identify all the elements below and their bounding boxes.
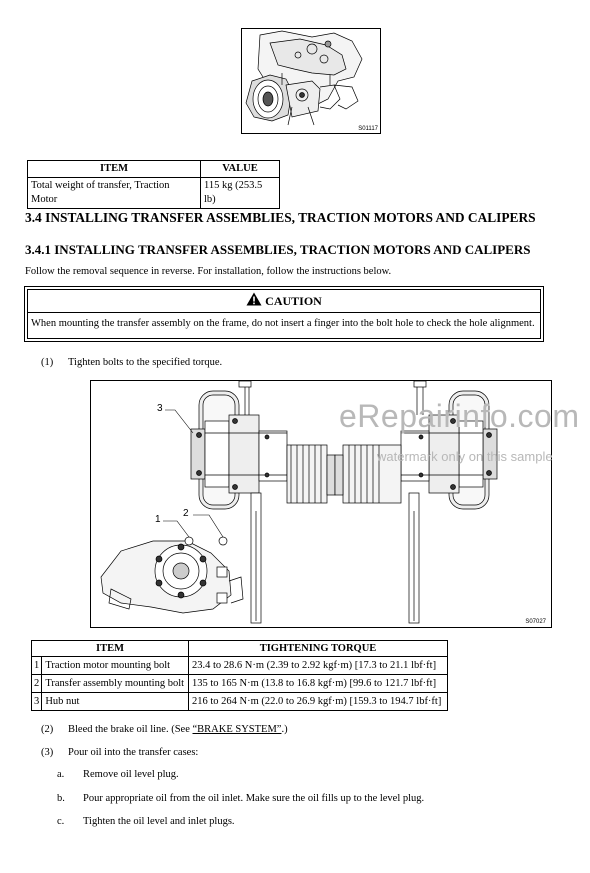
table-cell: 135 to 165 N·m (13.8 to 16.8 kgf·m) [99.6 to 121.7 lbf·ft] <box>189 675 448 693</box>
table-cell: 216 to 264 N·m (22.0 to 26.9 kgf·m) [159.3 to 194.7 lbf·ft] <box>189 693 448 711</box>
substep-letter: c. <box>57 816 65 827</box>
step-number: (2) <box>41 724 54 735</box>
table-header-row <box>32 641 448 657</box>
substep-letter: b. <box>57 793 65 804</box>
caution-box <box>24 286 544 342</box>
table-row <box>32 657 448 675</box>
figure-id: S01117 <box>358 126 378 132</box>
table-cell: 115 kg (253.5 lb) <box>201 178 280 209</box>
column-header: VALUE <box>201 161 280 178</box>
table-header-row <box>28 161 280 178</box>
column-header: ITEM <box>32 641 189 657</box>
substep-text: Pour appropriate oil from the oil inlet. Make sure the oil fills up to the level plug. <box>83 793 425 804</box>
step-text: Tighten bolts to the specified torque. <box>68 357 223 368</box>
table-cell: Traction motor mounting bolt <box>42 657 189 675</box>
torque-figure <box>90 380 552 628</box>
row-number: 1 <box>32 657 42 675</box>
caution-inner <box>27 289 541 339</box>
step-text: Pour oil into the transfer cases: <box>68 747 199 758</box>
section-number: 3.4 <box>25 210 42 225</box>
section-number: 3.4.1 <box>25 242 51 257</box>
weight-table <box>27 160 280 209</box>
section-title: INSTALLING TRANSFER ASSEMBLIES, TRACTION MOTORS AND CALIPERS <box>45 210 536 225</box>
subsection-heading <box>25 242 530 258</box>
callout-3: 3 <box>157 403 163 414</box>
transfer-drawing <box>242 29 380 133</box>
substep-text: Tighten the oil level and inlet plugs. <box>83 816 235 827</box>
section-heading <box>25 210 536 226</box>
table-cell: 23.4 to 28.6 N·m (2.39 to 2.92 kgf·m) [17.3 to 21.1 lbf·ft] <box>189 657 448 675</box>
step-text <box>68 724 288 735</box>
transfer-figure <box>241 28 381 134</box>
callout-1: 1 <box>155 514 161 525</box>
intro-text: Follow the removal sequence in reverse. For installation, follow the instructions below. <box>25 266 392 277</box>
table-row <box>28 178 280 209</box>
step-number: (3) <box>41 747 54 758</box>
step-text-after: .) <box>281 724 288 735</box>
figure-id: S07027 <box>525 619 546 625</box>
substep-text: Remove oil level plug. <box>83 769 179 780</box>
brake-system-link[interactable]: “BRAKE SYSTEM” <box>192 724 282 735</box>
caution-text: When mounting the transfer assembly on the frame, do not insert a finger into the bolt hole to check the hole alignment. <box>31 318 535 329</box>
column-header: ITEM <box>28 161 201 178</box>
table-cell: Transfer assembly mounting bolt <box>42 675 189 693</box>
row-number: 3 <box>32 693 42 711</box>
substep-letter: a. <box>57 769 65 780</box>
caution-title: CAUTION <box>265 294 322 308</box>
transfer-assembly-drawing <box>91 381 551 627</box>
row-number: 2 <box>32 675 42 693</box>
step-text-before: Bleed the brake oil line. (See <box>68 724 193 735</box>
caution-header <box>28 290 540 313</box>
table-row <box>32 675 448 693</box>
section-title: INSTALLING TRANSFER ASSEMBLIES, TRACTION MOTORS AND CALIPERS <box>54 242 531 257</box>
warning-icon <box>246 291 262 313</box>
watermark-text: eRepairinfo.com <box>339 398 580 434</box>
torque-table <box>31 640 448 711</box>
column-header: TIGHTENING TORQUE <box>189 641 448 657</box>
table-cell: Total weight of transfer, Traction Motor <box>28 178 201 209</box>
step-number: (1) <box>41 357 54 368</box>
table-cell: Hub nut <box>42 693 189 711</box>
table-row <box>32 693 448 711</box>
callout-2: 2 <box>183 508 189 519</box>
watermark-subtext: watermark only on this sample <box>377 449 553 464</box>
